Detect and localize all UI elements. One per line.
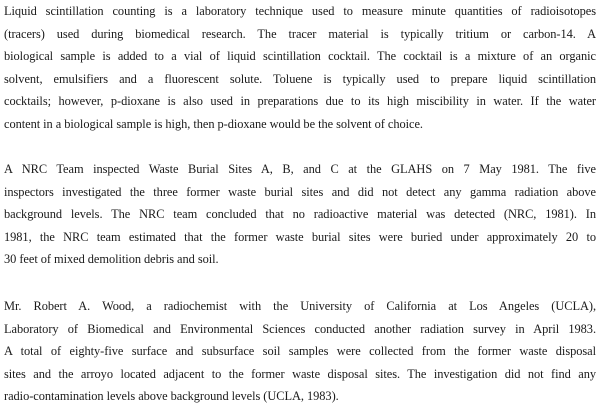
text-line: sites and the arroyo located adjacent to the former waste disposal sites. The investigation did not find any [4, 366, 596, 381]
text-line: 30 feet of mixed demolition debris and soil. [4, 252, 219, 267]
text-line: inspectors investigated the three former waste burial sites and did not detect any gamma radiation above [4, 184, 596, 199]
paragraph-nrc-inspection [4, 158, 596, 271]
text-line: A NRC Team inspected Waste Burial Sites A, B, and C at the GLAHS on 7 May 1981. The five [4, 162, 596, 176]
text-line: (tracers) used during biomedical research. The tracer material is typically tritium or carbon-14. A [4, 26, 596, 41]
text-line: solvent, emulsifiers and a fluorescent solute. Toluene is typically used to prepare liquid scintillation [4, 71, 596, 86]
text-line: Laboratory of Biomedical and Environmental Sciences conducted another radiation survey in April 1983. [4, 321, 596, 336]
text-line: cocktails; however, p-dioxane is also used in preparations due to its high miscibility in water. If the water [4, 94, 596, 109]
text-line: Liquid scintillation counting is a laboratory technique used to measure minute quantities of radioisotopes [4, 4, 596, 18]
text-line: A total of eighty-five surface and subsurface soil samples were collected from the former waste disposal [4, 344, 596, 359]
text-line: Mr. Robert A. Wood, a radiochemist with the University of California at Los Angeles (UCLA), [4, 299, 596, 313]
text-line: background levels. The NRC team concluded that no radioactive material was detected (NRC, 1981). In [4, 207, 596, 222]
text-line: 1981, the NRC team estimated that the former waste burial sites were buried under approximately 20 to [4, 229, 596, 244]
paragraph-ucla-survey [4, 295, 596, 408]
text-line: biological sample is added to a vial of liquid scintillation cocktail. The cocktail is a mixture of an organic [4, 49, 596, 64]
text-line: radio-contamination levels above background levels (UCLA, 1983). [4, 389, 339, 404]
text-line: content in a biological sample is high, then p-dioxane would be the solvent of choice. [4, 116, 423, 131]
paragraph-liquid-scintillation [4, 0, 596, 136]
